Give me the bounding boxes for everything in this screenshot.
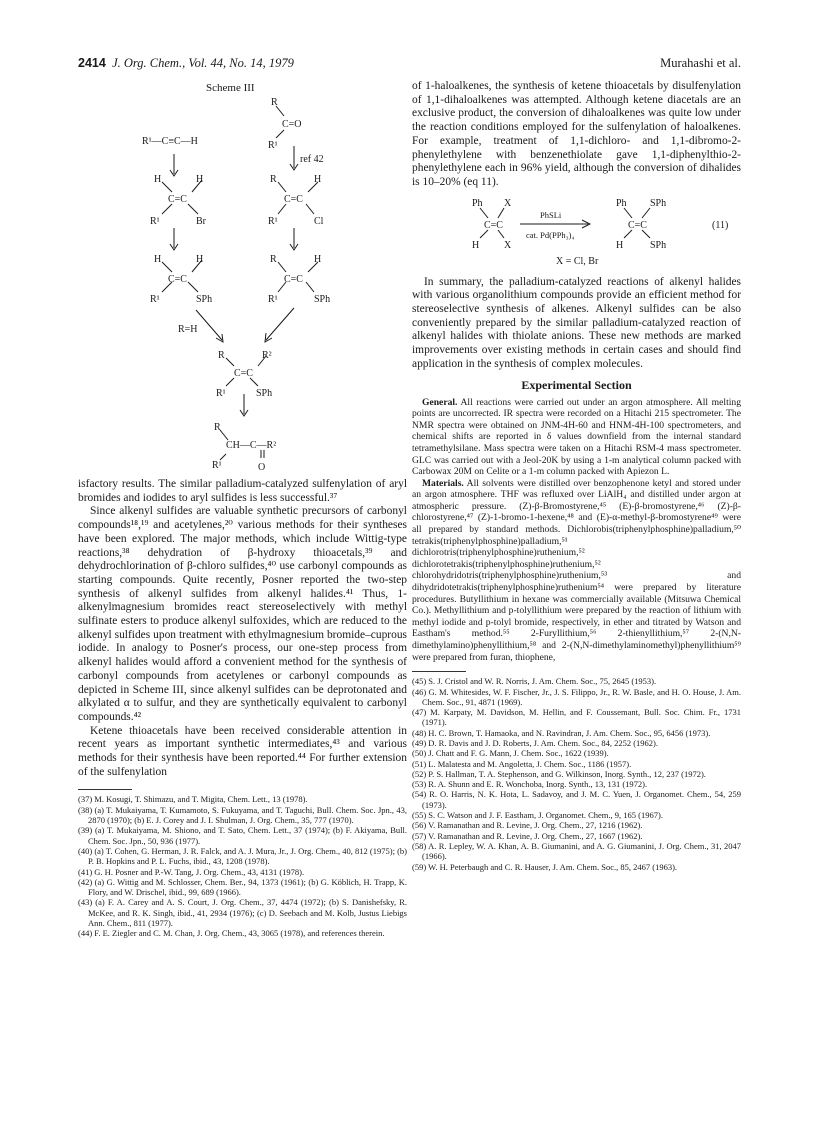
reference-item: (50) J. Chatt and F. G. Mann, J. Chem. Soc., 1622 (1939). [412,748,609,759]
left-column [78,478,407,939]
scheme-diagram [78,74,407,474]
svg-text:C=C: C=C [168,194,187,205]
reference-item: (51) L. Malatesta and M. Angoletta, J. Chem. Soc., 1186 (1957). [412,758,632,769]
reference-item: (52) P. S. Hallman, T. A. Stephenson, and G. Wilkinson, Inorg. Synth., 12, 237 (1972). [412,768,706,779]
reference-item: (38) (a) T. Mukaiyama, T. Kumamoto, S. Fukuyama, and T. Taguchi, Bull. Chem. Soc. Jpn., 43, 2870 (1970); (b) E. J. Corey and J. I. Shulman, J. Org. Chem., 35, 777 (1970). [78,804,407,826]
right-reference-list [412,676,741,872]
svg-text:R¹: R¹ [150,294,160,305]
materials-text: All solvents were distilled over benzophenone ketyl and stored under an argon atmosphere. THF was refluxed over LiAlH₄ and distilled under argon at atmospheric pressure. (Z)-β-Bromostyrene,⁴⁵ (E)-β-bromostyrene,⁴⁶ (Z)-β-chlorostyrene,⁴⁷ (Z)-1-bromo-1-hexene,⁴⁸ and (E)-α-methyl-β-bromostyrene⁴⁹ were all prepared by standard methods. Dichlorobis(triphenylphosphine)palladium,⁵⁰ tetrakis(triphenylphosphine)palladium,⁵¹ dichlorotris(triphenylphosphine)ruthenium,⁵² dichlorotetrakis(triphenylphosphine)ruthenium,⁵² chlorohydridotris(triphenylphosphine)ruthenium,⁵³ and dihydridotetrakis(triphenylphosphine)ruthenium⁵⁴ were prepared by literature procedures. Butyllithium in hexane was commercially available (Mitsuwa Chemical Co.). Methyllithium and p-tolyllithium were prepared by the reaction of lithium with methyl iodide and p-tolyl bromide, respectively, in ether and titrated by Watson and Eastham's method.⁵⁵ 2-Furyllithium,⁵⁶ 2-thienyllithium,⁵⁷ 2-(N,N-dimethylamino)phenyllithium,⁵⁸ and 2-(N,N-dimethylaminomethyl)phenyllithium⁵⁹ were prepared from furan, thiophene, [412,477,741,663]
svg-text:X = Cl, Br: X = Cl, Br [556,255,599,267]
svg-text:R¹—C≡C—H: R¹—C≡C—H [142,136,198,147]
reference-item: (44) F. E. Ziegler and C. M. Chan, J. Org. Chem., 43, 3065 (1978), and references therein. [78,928,385,939]
reference-item: (47) M. Karpaty, M. Davidson, M. Hellin, and F. Coussemant, Bull. Soc. Chim. Fr., 1731 (1971). [412,707,741,728]
reference-item: (49) D. R. Davis and J. D. Roberts, J. Am. Chem. Soc., 84, 2252 (1962). [412,737,659,748]
svg-text:X: X [504,197,512,209]
materials-paragraph [412,478,741,664]
reference-item: (55) S. C. Watson and J. F. Eastham, J. Organomet. Chem., 9, 165 (1967). [412,810,663,821]
reference-item: (53) R. A. Shunn and E. R. Wonchoba, Inorg. Synth., 13, 131 (1972). [412,779,648,790]
reference-item: (42) (a) G. Wittig and M. Schlosser, Chem. Ber., 94, 1373 (1961); (b) G. Köblich, H. Trapp, K. Flory, and W. Drischel, ibid., 99, 689 (1966). [78,876,407,898]
right-paragraph-1: of 1-haloalkenes, the synthesis of ketene thioacetals by disulfenylation of 1,1-dihaloalkenes was attempted. Although ketene diacetals are an exclusive product, the conversion of dihaloalkenes was quite low under the reaction conditions employed for the sulfenylation of haloalkenes. For example, treatment of 1,1-dichloro- and 1,1-dibromo-2-phenylethylene with benzenethiolate gave 1,1-diphenylthio-2-phenylethylene each in 96% yield, although the conversion of dihalides is 10–20% (eq 11). [412,80,741,188]
reference-item: (59) W. H. Peterbaugh and C. R. Hauser, J. Am. Chem. Soc., 85, 2467 (1963). [412,861,678,872]
svg-text:cat. Pd(PPh₃)₄: cat. Pd(PPh₃)₄ [526,229,575,240]
journal-citation: J. Org. Chem., Vol. 44, No. 14, 1979 [112,56,294,70]
reference-item: (41) G. H. Posner and P.-W. Tang, J. Org. Chem., 43, 4131 (1978). [78,866,305,877]
svg-text:C=C: C=C [234,368,253,379]
svg-text:SPh: SPh [314,294,331,305]
svg-text:C=C: C=C [168,274,187,285]
svg-text:C=O: C=O [282,119,302,130]
running-authors: Murahashi et al. [660,56,741,70]
svg-text:H: H [314,254,322,265]
svg-text:Cl: Cl [314,216,324,227]
header-left [78,56,294,71]
reference-item: (46) G. M. Whitesides, W. F. Fischer, Jr., J. S. Filippo, Jr., R. W. Basle, and H. O. House, J. Am. Chem. Soc., 91, 4871 (1969). [412,686,741,707]
svg-text:SPh: SPh [650,239,667,251]
right-paragraph-2: In summary, the palladium-catalyzed reactions of alkenyl halides with various organolithium compounds provide an efficient method for stereoselective synthesis of alkenes. Alkenyl sulfides can be also conveniently prepared by the similar palladium-catalyzed reaction of alkenyl halides with thiolate anions. These new methods are marked improvements over existing methods in certain cases and should find application in the synthesis of complex molecules. [412,275,741,370]
scheme-labels [142,97,330,473]
reference-item: (39) (a) T. Mukaiyama, M. Shiono, and T. Sato, Chem. Lett., 37 (1974); (b) F. Akiyama, Bull. Chem. Soc. Jpn., 50, 936 (1977). [78,825,407,846]
left-body [78,478,407,779]
right-body-top [412,80,741,190]
svg-text:SPh: SPh [196,294,213,305]
svg-text:R: R [214,422,221,433]
svg-text:R: R [270,174,277,185]
scheme-title: Scheme III [206,82,255,94]
svg-text:R¹: R¹ [268,216,278,227]
footnote-rule [412,671,466,672]
svg-text:H: H [472,239,480,251]
svg-text:SPh: SPh [256,388,273,399]
svg-text:H: H [196,254,204,265]
svg-text:Br: Br [196,216,206,227]
svg-text:C=C: C=C [484,219,503,231]
svg-text:R: R [218,350,225,361]
equation-diagram [412,196,741,268]
general-paragraph [412,397,741,478]
svg-text:H: H [154,174,162,185]
right-body-bottom [412,276,741,372]
left-reference-list [78,794,407,938]
general-label: General. [422,396,458,408]
experimental-text [412,397,741,664]
right-column [412,80,741,872]
equation-11 [412,196,741,268]
svg-text:R=H: R=H [178,324,198,335]
reference-item: (54) R. O. Harris, N. K. Hota, L. Sadavoy, and J. M. C. Yuen, J. Organomet. Chem., 54, 259 (1973). [412,789,741,810]
reference-item: (43) (a) F. A. Carey and A. S. Court, J. Org. Chem., 37, 4474 (1972); (b) S. Danishefsky, R. McKee, and R. K. Singh, ibid., 41, 2934 (1976); (c) D. Seebach and M. Kolb, Justus Liebigs Ann. Chem., 811 (1977). [78,897,407,929]
reference-item: (58) A. R. Lepley, W. A. Khan, A. B. Giumanini, and A. G. Giumanini, J. Org. Chem., 31, 2047 (1966). [412,840,741,862]
svg-text:R¹: R¹ [216,388,226,399]
svg-text:O: O [258,462,266,473]
svg-text:Ph: Ph [616,197,627,209]
reference-item: (57) V. Ramanathan and R. Levine, J. Org. Chem., 27, 1667 (1962). [412,830,643,841]
svg-text:C=C: C=C [284,274,303,285]
left-footnotes [78,789,407,938]
svg-text:H: H [314,174,322,185]
svg-text:H: H [616,239,624,251]
svg-text:ref 42: ref 42 [300,154,324,165]
page-header [78,56,741,72]
svg-text:R¹: R¹ [150,216,160,227]
svg-text:C=C: C=C [284,194,303,205]
reference-item: (56) V. Ramanathan and R. Levine, J. Org. Chem., 27, 1216 (1962). [412,820,643,831]
right-footnotes [412,671,741,872]
reference-item: (45) S. J. Cristol and W. R. Norris, J. Am. Chem. Soc., 75, 2645 (1953). [412,676,657,687]
reference-item: (48) H. C. Brown, T. Hamaoka, and N. Ravindran, J. Am. Chem. Soc., 95, 6456 (1973). [412,727,711,738]
scheme-iii [78,74,407,474]
svg-text:C=C: C=C [628,219,647,231]
svg-text:R: R [271,97,278,108]
svg-text:CH—C—R²: CH—C—R² [226,440,277,451]
svg-text:PhSLi: PhSLi [540,209,562,220]
svg-text:R¹: R¹ [212,460,222,471]
svg-text:(11): (11) [712,219,729,231]
page-number: 2414 [78,56,106,70]
svg-text:R¹: R¹ [268,294,278,305]
svg-text:SPh: SPh [650,197,667,209]
svg-text:R: R [270,254,277,265]
svg-text:H: H [196,174,204,185]
reference-item: (40) (a) T. Cohen, G. Herman, J. R. Falck, and A. J. Mura, Jr., J. Org. Chem., 40, 812 (1975); (b) P. B. Hopkins and P. L. Fuchs, ibid., 43, 1208 (1978). [78,845,407,867]
general-text: All reactions were carried out under an argon atmosphere. All melting points are uncorrected. IR spectra were recorded on a Hitachi 215 spectrometer. The NMR spectra were obtained on JNM-4H-60 and HNM-4H-100 spectrometers, and chemical shifts are reported in δ values downfield from the internal standard tetramethylsilane. Mass spectra were taken on a Hitachi RSM-4 mass spectrometer. GLC was carried out with a Jeol-20K by using a 1-m analytical column packed with Carbowax 20M on Celite or a 1-m column packed with Apiezon L. [412,396,741,478]
left-paragraph-3: Ketene thioacetals have been received considerable attention in recent years as important synthetic intermediates,⁴³ and various methods for their synthesis have been reported.⁴⁴ For further extension of the sulfenylation [78,724,407,778]
footnote-rule [78,789,132,790]
svg-text:R¹: R¹ [268,140,278,151]
svg-text:H: H [154,254,162,265]
svg-text:R²: R² [262,350,272,361]
svg-text:Ph: Ph [472,197,483,209]
left-paragraph-2: Since alkenyl sulfides are valuable synthetic precursors of carbonyl compounds¹⁸,¹⁹ and acetylenes,²⁰ various methods for their syntheses have been explored. The major methods, which include Wittig-type reactions,³⁸ dehydration of β-hydroxy thioacetals,³⁹ and dehydrochlorination of β-chloro sulfides,⁴⁰ use carbonyl compounds as starting compounds. Quite recently, Posner reported the two-step synthesis of alkenyl sulfides from alkenyl halides.⁴¹ Thus, 1-alkenylmagnesium bromides react stereoselectively with methyl sulfinate esters to produce alkenyl sulfoxides, which are reduced to the alkenyl sulfides upon treatment with ethylmagnesium bromide–cuprous iodide. In analogy to Posner's process, our one-step process from alkenyl halides would afford a convenient method for the synthesis of carbonyl compounds from acetylenes or carbonyl compounds as depicted in Scheme III, since alkenyl sulfides can be deprotonated and alkylated α to sulfur, and they are synthetically equivalent to carbonyl compounds.⁴² [78,505,407,723]
materials-label: Materials. [422,477,464,489]
left-paragraph-1: isfactory results. The similar palladium-catalyzed sulfenylation of aryl bromides and iodides to aryl sulfides is less successful.³⁷ [78,478,407,504]
reference-item: (37) M. Kosugi, T. Shimazu, and T. Migita, Chem. Lett., 13 (1978). [78,794,308,805]
svg-text:X: X [504,239,512,251]
section-title: Experimental Section [521,377,632,392]
